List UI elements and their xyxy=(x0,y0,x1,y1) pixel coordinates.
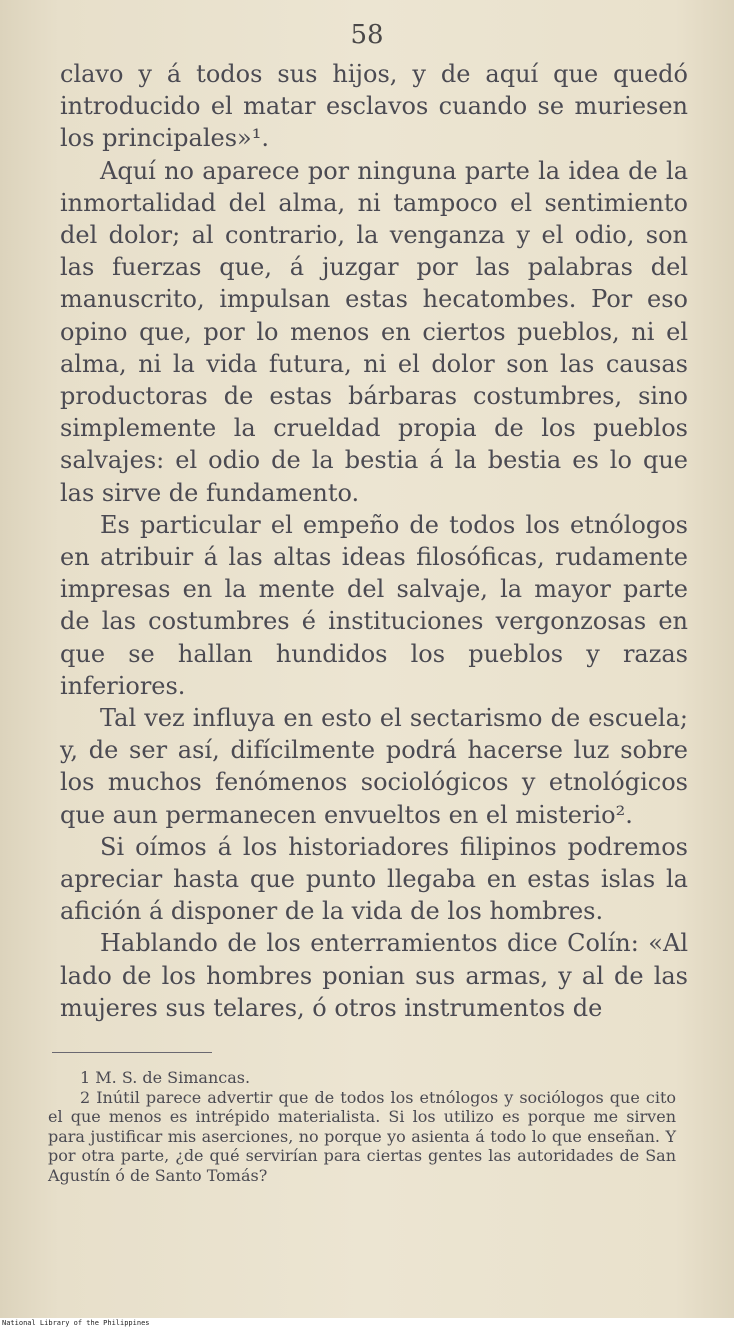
paragraph-5: Si oímos á los historiadores filipinos podremos apreciar hasta que punto llegaba en estas islas la afición á disponer de la vida de los hombres. xyxy=(60,832,688,926)
footnotes xyxy=(48,1068,676,1185)
paragraph-4: Tal vez influya en esto el sectarismo de escuela; y, de ser así, difícilmente podrá hacerse luz sobre los muchos fenómenos sociológicos y etnológicos que aun permanecen envueltos en el misterio². xyxy=(60,704,688,829)
paragraph-6: Hablando de los enterramientos dice Colín: «Al lado de los hombres ponian sus armas, y al de las mujeres sus telares, ó otros instrumentos de xyxy=(60,929,688,1022)
footnote-divider xyxy=(52,1052,212,1053)
footnote-2: 2 Inútil parece advertir que de todos los etnólogos y sociólogos que cito el que menos es intrépido materialista. Si los utilizo es porque me sirven para justificar mis aserciones, no porque yo asienta á todo lo que enseñan. Y por otra parte, ¿de qué servirían para ciertas gentes las autoridades de San Agustín ó de Santo Tomás? xyxy=(48,1087,676,1185)
library-credit: National Library of the Philippines xyxy=(2,1319,150,1327)
paragraph-1: clavo y á todos sus hijos, y de aquí que quedó introducido el matar esclavos cuando se muriesen los principales»¹. xyxy=(60,60,688,153)
page-number: 58 xyxy=(350,20,384,50)
main-text xyxy=(60,58,688,1024)
paragraph-3: Es particular el empeño de todos los etnólogos en atribuir á las altas ideas filosóficas, rudamente impresas en la mente del salvaje, la mayor parte de las costumbres é instituciones vergonzosas en que se hallan hundidos los pueblos y razas inferiores. xyxy=(60,510,688,700)
paragraph-2: Aquí no aparece por ninguna parte la idea de la inmortalidad del alma, ni tampoco el sentimiento del dolor; al contrario, la venganza y el odio, son las fuerzas que, á juzgar por las palabras del manuscrito, impulsan estas hecatombes. Por eso opino que, por lo menos en ciertos pueblos, ni el alma, ni la vida futura, ni el dolor son las causas productoras de estas bárbaras costumbres, sino simplemente la crueldad propia de los pueblos salvajes: el odio de la bestia á la bestia es lo que las sirve de fundamento. xyxy=(60,156,688,507)
footnote-1: 1 M. S. de Simancas. xyxy=(80,1068,251,1087)
